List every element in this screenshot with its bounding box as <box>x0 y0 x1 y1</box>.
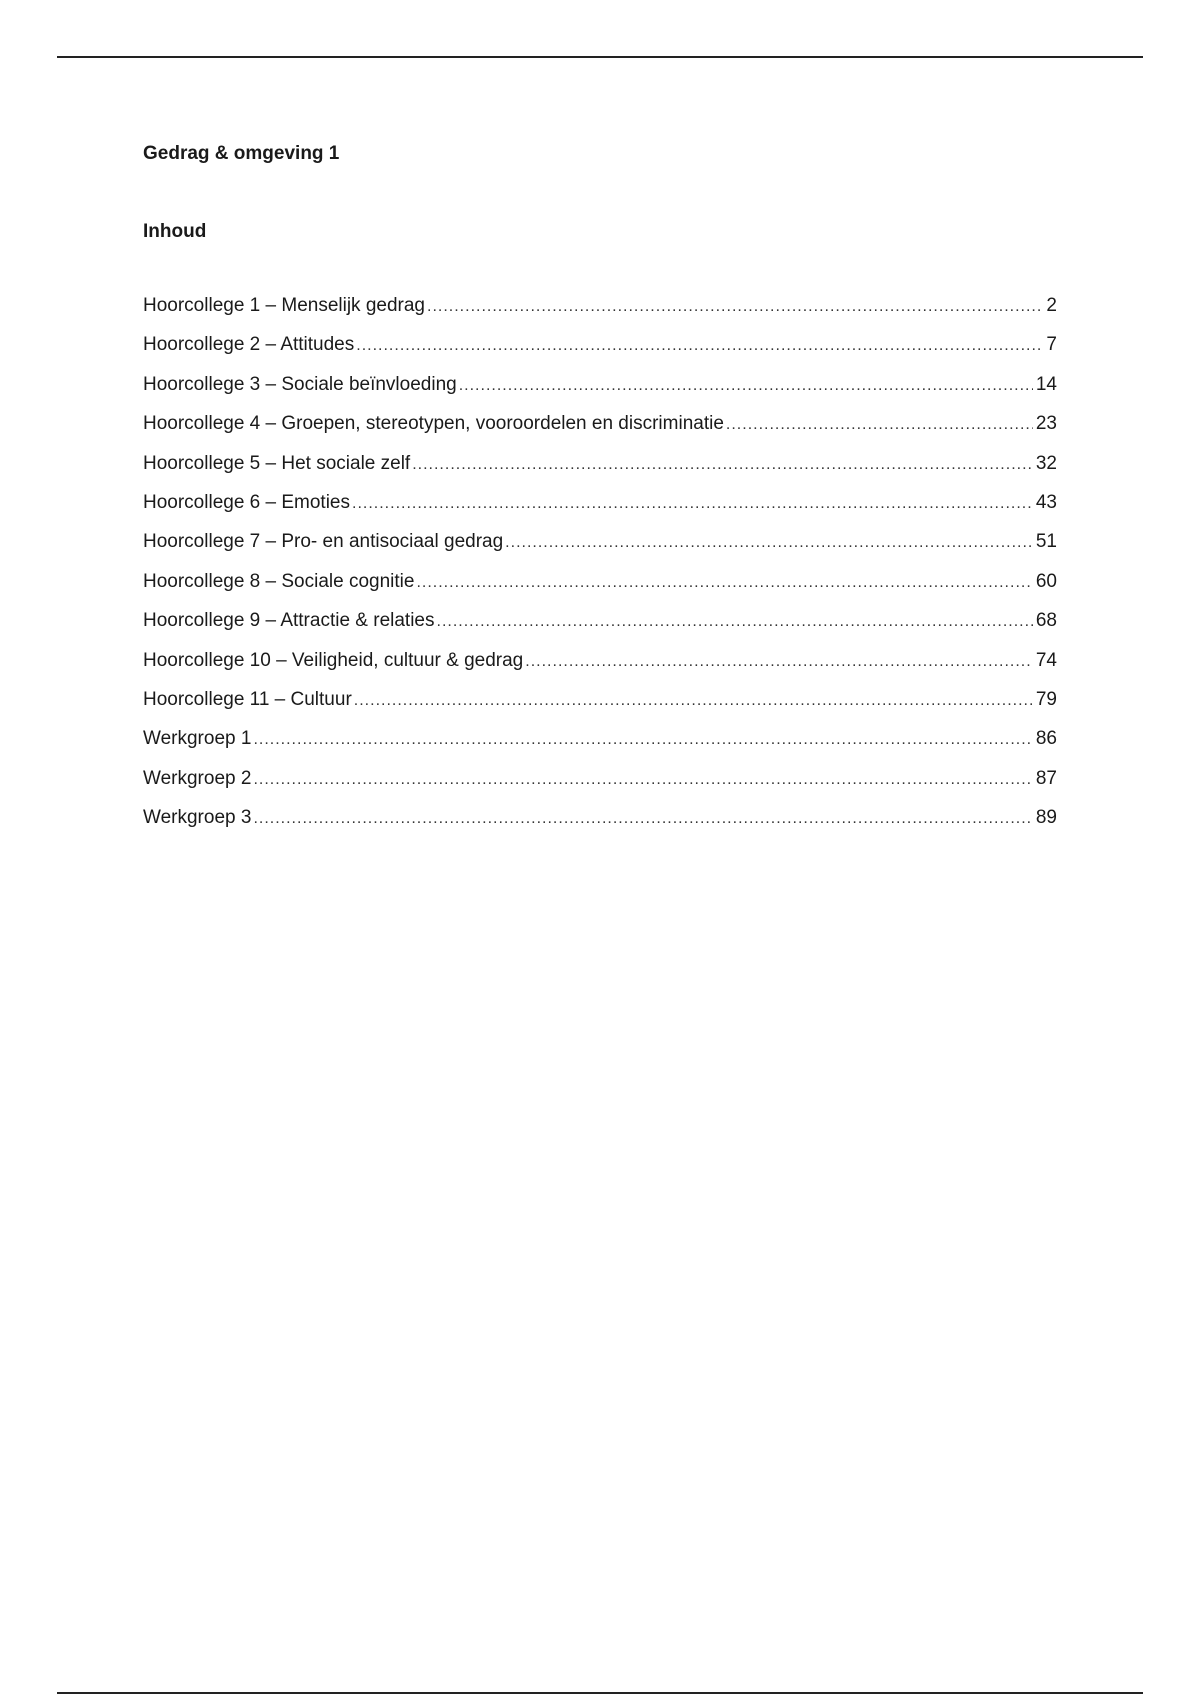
toc-entry-page: 14 <box>1035 373 1057 395</box>
dot-leader <box>253 768 1032 792</box>
toc-entry-page: 7 <box>1046 334 1057 356</box>
dot-leader <box>354 689 1033 713</box>
toc-entry-label: Hoorcollege 8 – Sociale cognitie <box>143 570 415 592</box>
header-rule <box>57 56 1143 58</box>
toc-entry-page: 79 <box>1035 688 1057 710</box>
dot-leader <box>416 571 1032 595</box>
dot-leader <box>253 807 1032 831</box>
toc-entry-page: 2 <box>1046 295 1057 316</box>
dot-leader <box>412 453 1033 477</box>
toc-entry-label: Werkgroep 3 <box>143 807 252 829</box>
toc-entry-hoorcollege-10[interactable] <box>143 649 1057 688</box>
toc-entry-hoorcollege-4[interactable] <box>143 412 1057 451</box>
toc-entry-label: Hoorcollege 9 – Attractie & relaties <box>143 610 435 632</box>
toc-entry-page: 23 <box>1035 413 1057 435</box>
toc-entry-page: 74 <box>1035 649 1057 671</box>
toc-entry-label: Werkgroep 1 <box>143 728 252 750</box>
toc-entry-hoorcollege-8[interactable] <box>143 570 1057 609</box>
toc-entry-label: Hoorcollege 1 – Menselijk gedrag <box>143 295 425 316</box>
toc-entry-hoorcollege-11[interactable] <box>143 688 1057 727</box>
toc-entry-hoorcollege-2[interactable] <box>143 333 1057 372</box>
toc-entry-werkgroep-1[interactable] <box>143 727 1057 766</box>
toc-entry-label: Werkgroep 2 <box>143 767 252 789</box>
dot-leader <box>427 295 1043 319</box>
toc-entry-page: 32 <box>1035 452 1057 474</box>
toc-entry-werkgroep-2[interactable] <box>143 767 1057 806</box>
toc-entry-label: Hoorcollege 10 – Veiligheid, cultuur & gedrag <box>143 649 524 671</box>
document-title: Gedrag & omgeving 1 <box>143 143 340 164</box>
dot-leader <box>352 492 1033 516</box>
toc-entry-label: Hoorcollege 5 – Het sociale zelf <box>143 452 411 474</box>
toc-entry-page: 60 <box>1035 570 1057 592</box>
dot-leader <box>459 374 1033 398</box>
toc-entry-page: 86 <box>1035 728 1057 750</box>
toc-entry-label: Hoorcollege 11 – Cultuur <box>143 688 352 710</box>
toc-entry-page: 43 <box>1035 491 1057 513</box>
toc-entry-page: 89 <box>1035 807 1057 829</box>
toc-entry-hoorcollege-1[interactable] <box>143 294 1057 333</box>
dot-leader <box>253 728 1032 752</box>
toc-entry-label: Hoorcollege 2 – Attitudes <box>143 334 355 356</box>
toc-entry-page: 51 <box>1035 531 1057 553</box>
toc-heading: Inhoud <box>143 221 207 242</box>
dot-leader <box>437 610 1033 634</box>
toc-entry-label: Hoorcollege 4 – Groepen, stereotypen, vooroordelen en discriminatie <box>143 413 724 435</box>
toc-entry-werkgroep-3[interactable] <box>143 806 1057 845</box>
table-of-contents <box>143 294 1057 845</box>
dot-leader <box>505 531 1033 555</box>
toc-entry-label: Hoorcollege 6 – Emoties <box>143 491 350 513</box>
toc-entry-hoorcollege-6[interactable] <box>143 491 1057 530</box>
toc-entry-hoorcollege-5[interactable] <box>143 452 1057 491</box>
dot-leader <box>356 334 1043 358</box>
toc-entry-label: Hoorcollege 3 – Sociale beïnvloeding <box>143 373 457 395</box>
dot-leader <box>726 413 1033 437</box>
toc-entry-page: 68 <box>1035 610 1057 632</box>
page-content <box>143 142 1057 845</box>
dot-leader <box>525 650 1033 674</box>
toc-entry-hoorcollege-9[interactable] <box>143 609 1057 648</box>
toc-entry-label: Hoorcollege 7 – Pro- en antisociaal gedrag <box>143 531 504 553</box>
toc-entry-page: 87 <box>1035 767 1057 789</box>
footer-rule <box>57 1692 1143 1694</box>
toc-entry-hoorcollege-3[interactable] <box>143 373 1057 412</box>
toc-entry-hoorcollege-7[interactable] <box>143 530 1057 569</box>
